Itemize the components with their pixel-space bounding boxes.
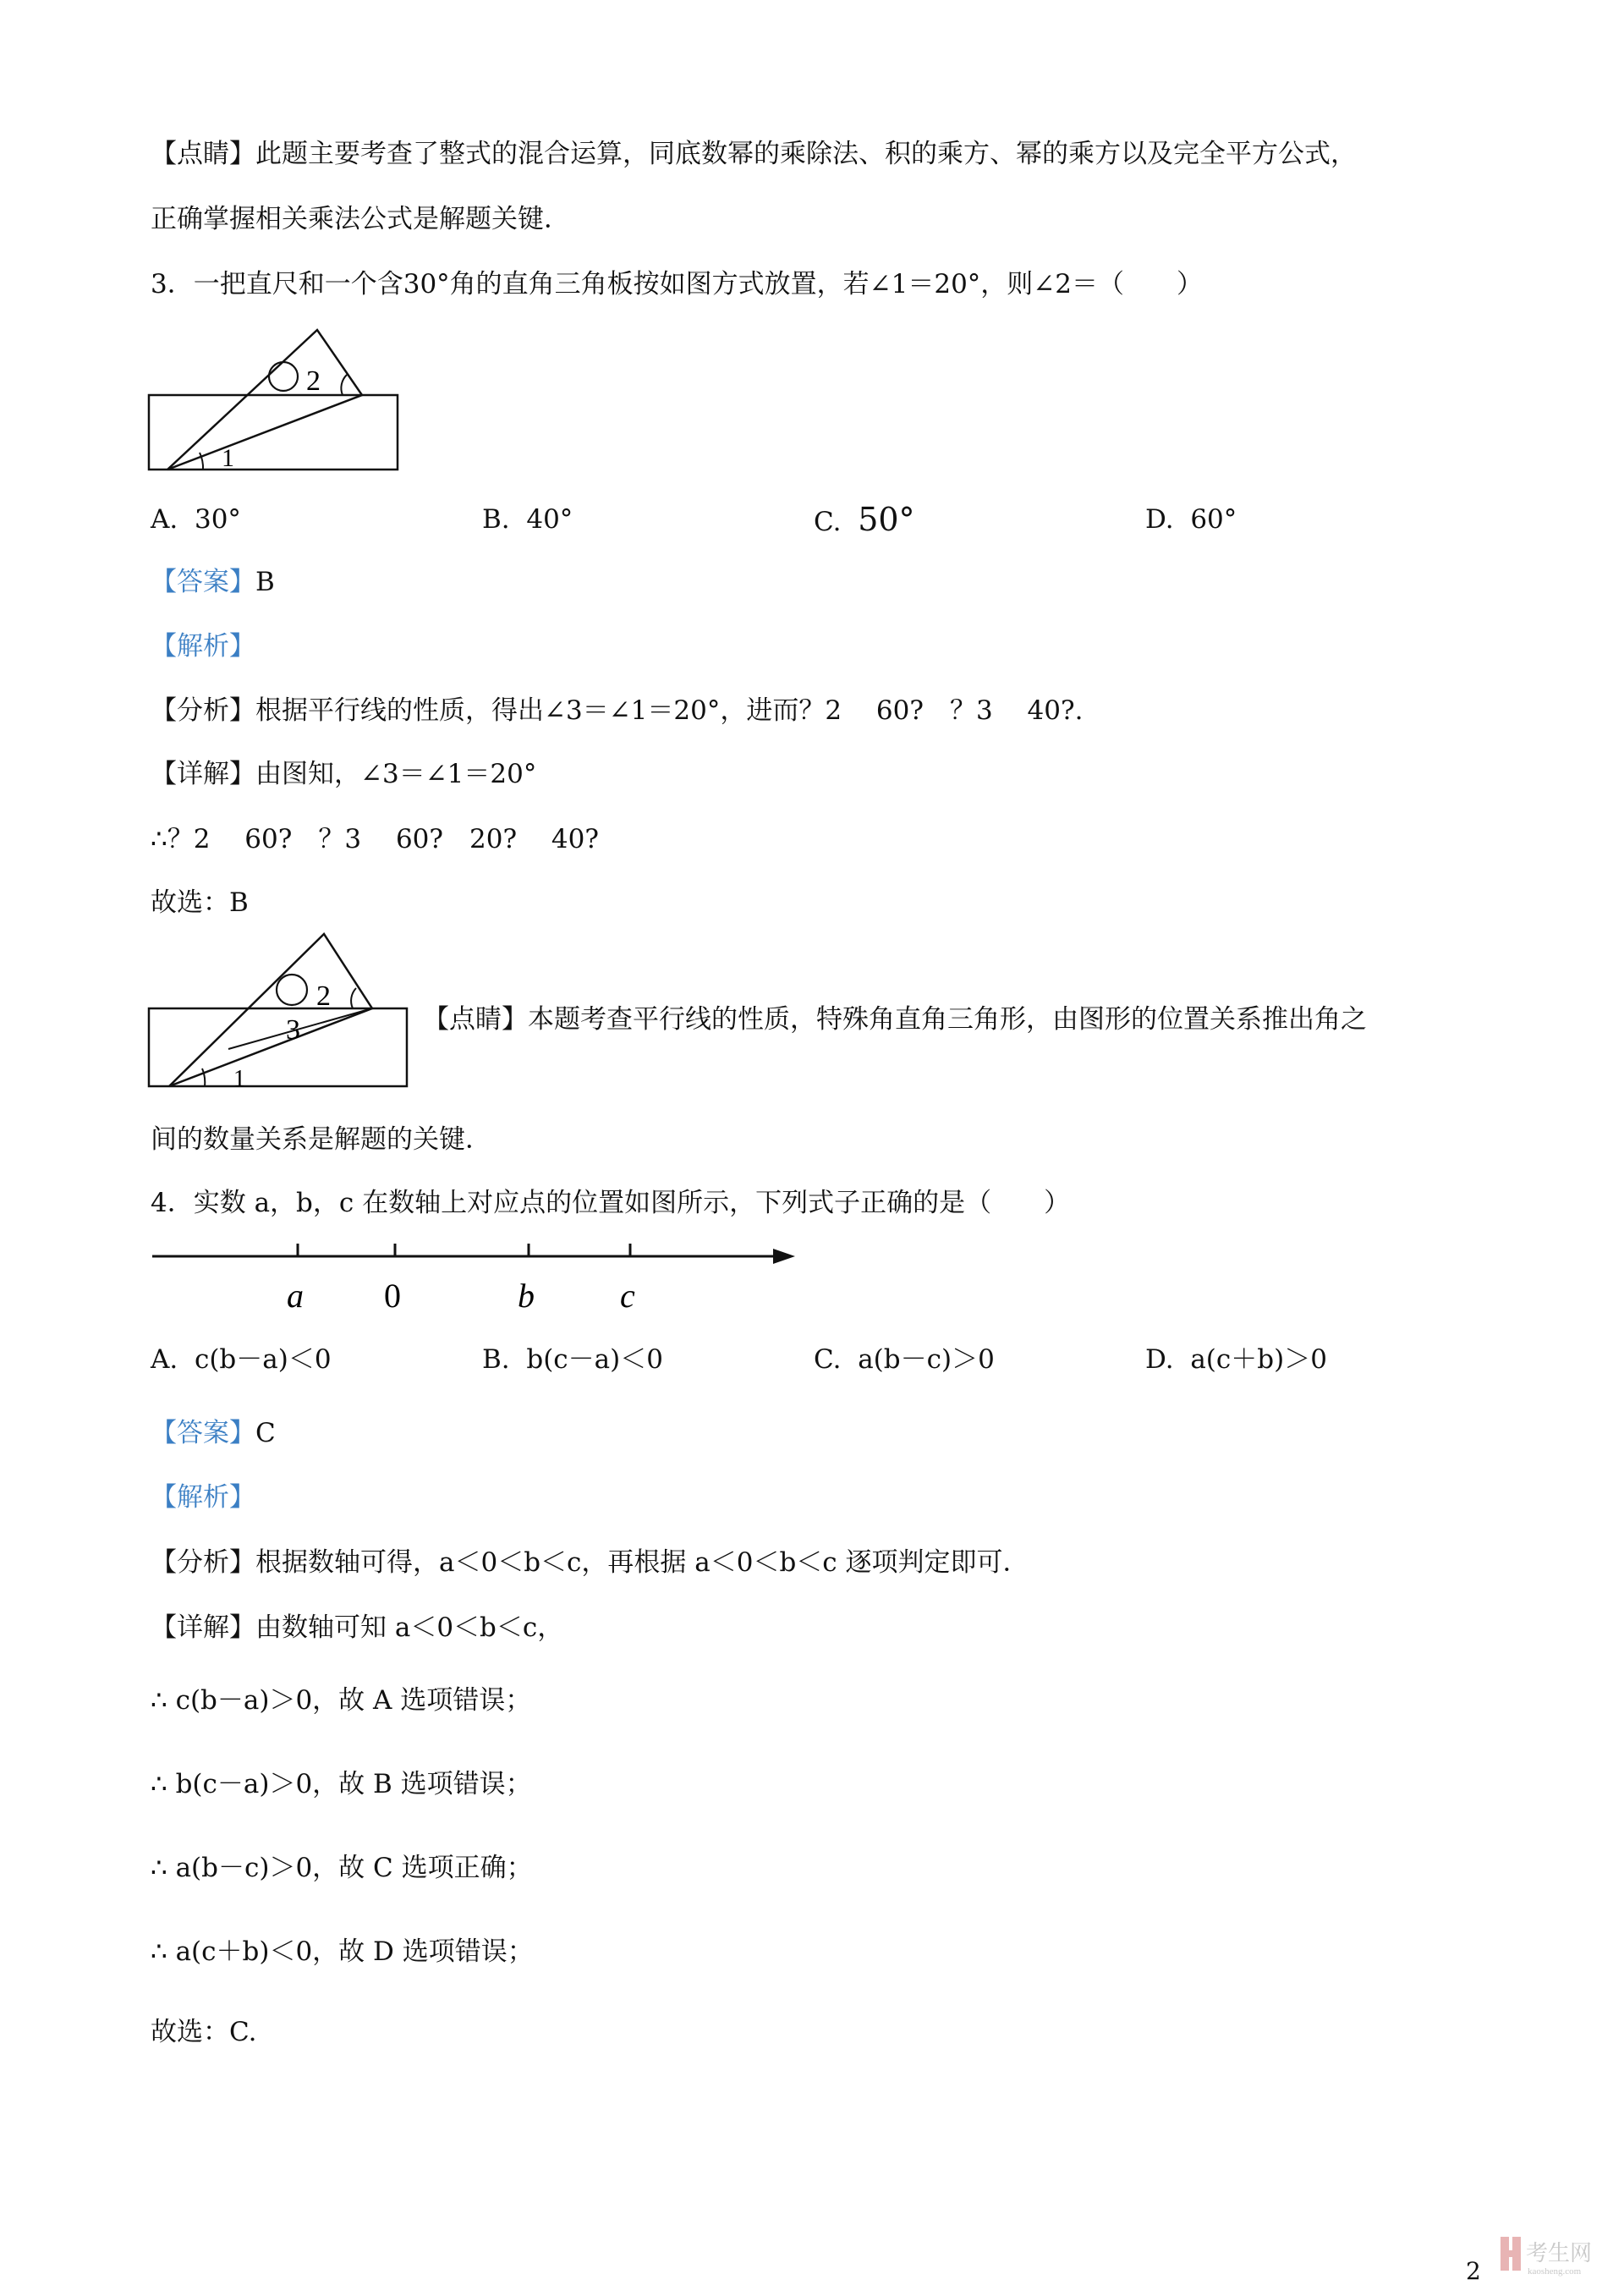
q4-step-4: ∴ a(c＋b)＜0，故 D 选项错误； [151, 1936, 534, 1967]
q4-analysis-tag: 【解析】 [151, 1482, 255, 1513]
q3-option-d: D. 60° [1145, 504, 1237, 535]
q3-stem: 3．一把直尺和一个含30°角的直角三角板按如图方式放置，若∠1＝20°，则∠2＝（ ） [151, 269, 1204, 299]
label-c: c [620, 1277, 635, 1315]
watermark-logo [1499, 2232, 1617, 2282]
q3-answer: 【答案】B [151, 567, 275, 597]
triangle [167, 330, 362, 470]
q2-comment-line1: 【点睛】此题主要考查了整式的混合运算，同底数幂的乘除法、积的乘方、幂的乘方以及完全平方公式， [151, 139, 1357, 169]
label-b: b [518, 1277, 535, 1315]
q3-option-a: A. 30° [151, 504, 241, 535]
svg-text:考生网: 考生网 [1526, 2241, 1593, 2266]
q3-detail: 【详解】由图知，∠3＝∠1＝20° [151, 759, 537, 789]
q4-option-d: D. a(c＋b)＞0 [1145, 1344, 1327, 1375]
q3-therefore: ∴？2 60? ？3 60? 20? 40? [151, 824, 599, 854]
angle-2-label: 2 [316, 980, 331, 1012]
angle-1-mark: 1 [233, 1066, 245, 1092]
q3-option-b: B. 40° [482, 504, 573, 535]
triangle-hole [277, 975, 307, 1005]
q4-choose: 故选：C. [151, 2017, 257, 2047]
q4-detail: 【详解】由数轴可知 a＜0＜b＜c， [151, 1612, 564, 1643]
q3-figure-2 [144, 931, 414, 1091]
q3-figure [144, 326, 406, 474]
page-number: 2 [1466, 2257, 1481, 2285]
q4-stem: 4．实数 a，b，c 在数轴上对应点的位置如图所示，下列式子正确的是（ ） [151, 1188, 1071, 1218]
label-0: 0 [384, 1277, 401, 1315]
angle-1-label: 1 [222, 444, 234, 472]
q4-step-2: ∴ b(c－a)＞0，故 B 选项错误； [151, 1769, 532, 1799]
angle-3-label: 3 [286, 1014, 300, 1046]
q3-option-c: C. 50° [814, 501, 915, 538]
q3-comment-line1: 【点睛】本题考查平行线的性质，特殊角直角三角形，由图形的位置关系推出角之 [423, 1004, 1367, 1035]
q4-step-1: ∴ c(b－a)＞0，故 A 选项错误； [151, 1685, 532, 1716]
q4-step-3: ∴ a(b－c)＞0，故 C 选项正确； [151, 1853, 533, 1883]
q3-choose: 故选：B [151, 887, 249, 918]
triangle [169, 934, 372, 1086]
q4-option-b: B. b(c－a)＜0 [482, 1344, 663, 1375]
q4-answer: 【答案】C [151, 1418, 276, 1448]
label-a: a [287, 1277, 304, 1315]
q4-option-c: C. a(b－c)＞0 [814, 1344, 995, 1375]
q3-analysis-tag: 【解析】 [151, 631, 255, 662]
ruler [149, 395, 398, 470]
q2-comment-line2: 正确掌握相关乘法公式是解题关键． [151, 204, 570, 234]
q3-comment-line2: 间的数量关系是解题的关键． [151, 1124, 491, 1155]
q4-option-a: A. c(b－a)＜0 [151, 1344, 332, 1375]
q3-analysis: 【分析】根据平行线的性质，得出∠3＝∠1＝20°，进而？2 60? ？3 40?. [151, 695, 1084, 726]
svg-text:kaosheng.com: kaosheng.com [1528, 2266, 1582, 2277]
q4-number-line [144, 1231, 804, 1324]
triangle-hole [269, 362, 298, 391]
inner-line [228, 1008, 372, 1049]
angle-2-label: 2 [306, 365, 321, 397]
ruler [149, 1008, 407, 1086]
q4-analysis: 【分析】根据数轴可得，a＜0＜b＜c，再根据 a＜0＜b＜c 逐项判定即可． [151, 1547, 1029, 1578]
